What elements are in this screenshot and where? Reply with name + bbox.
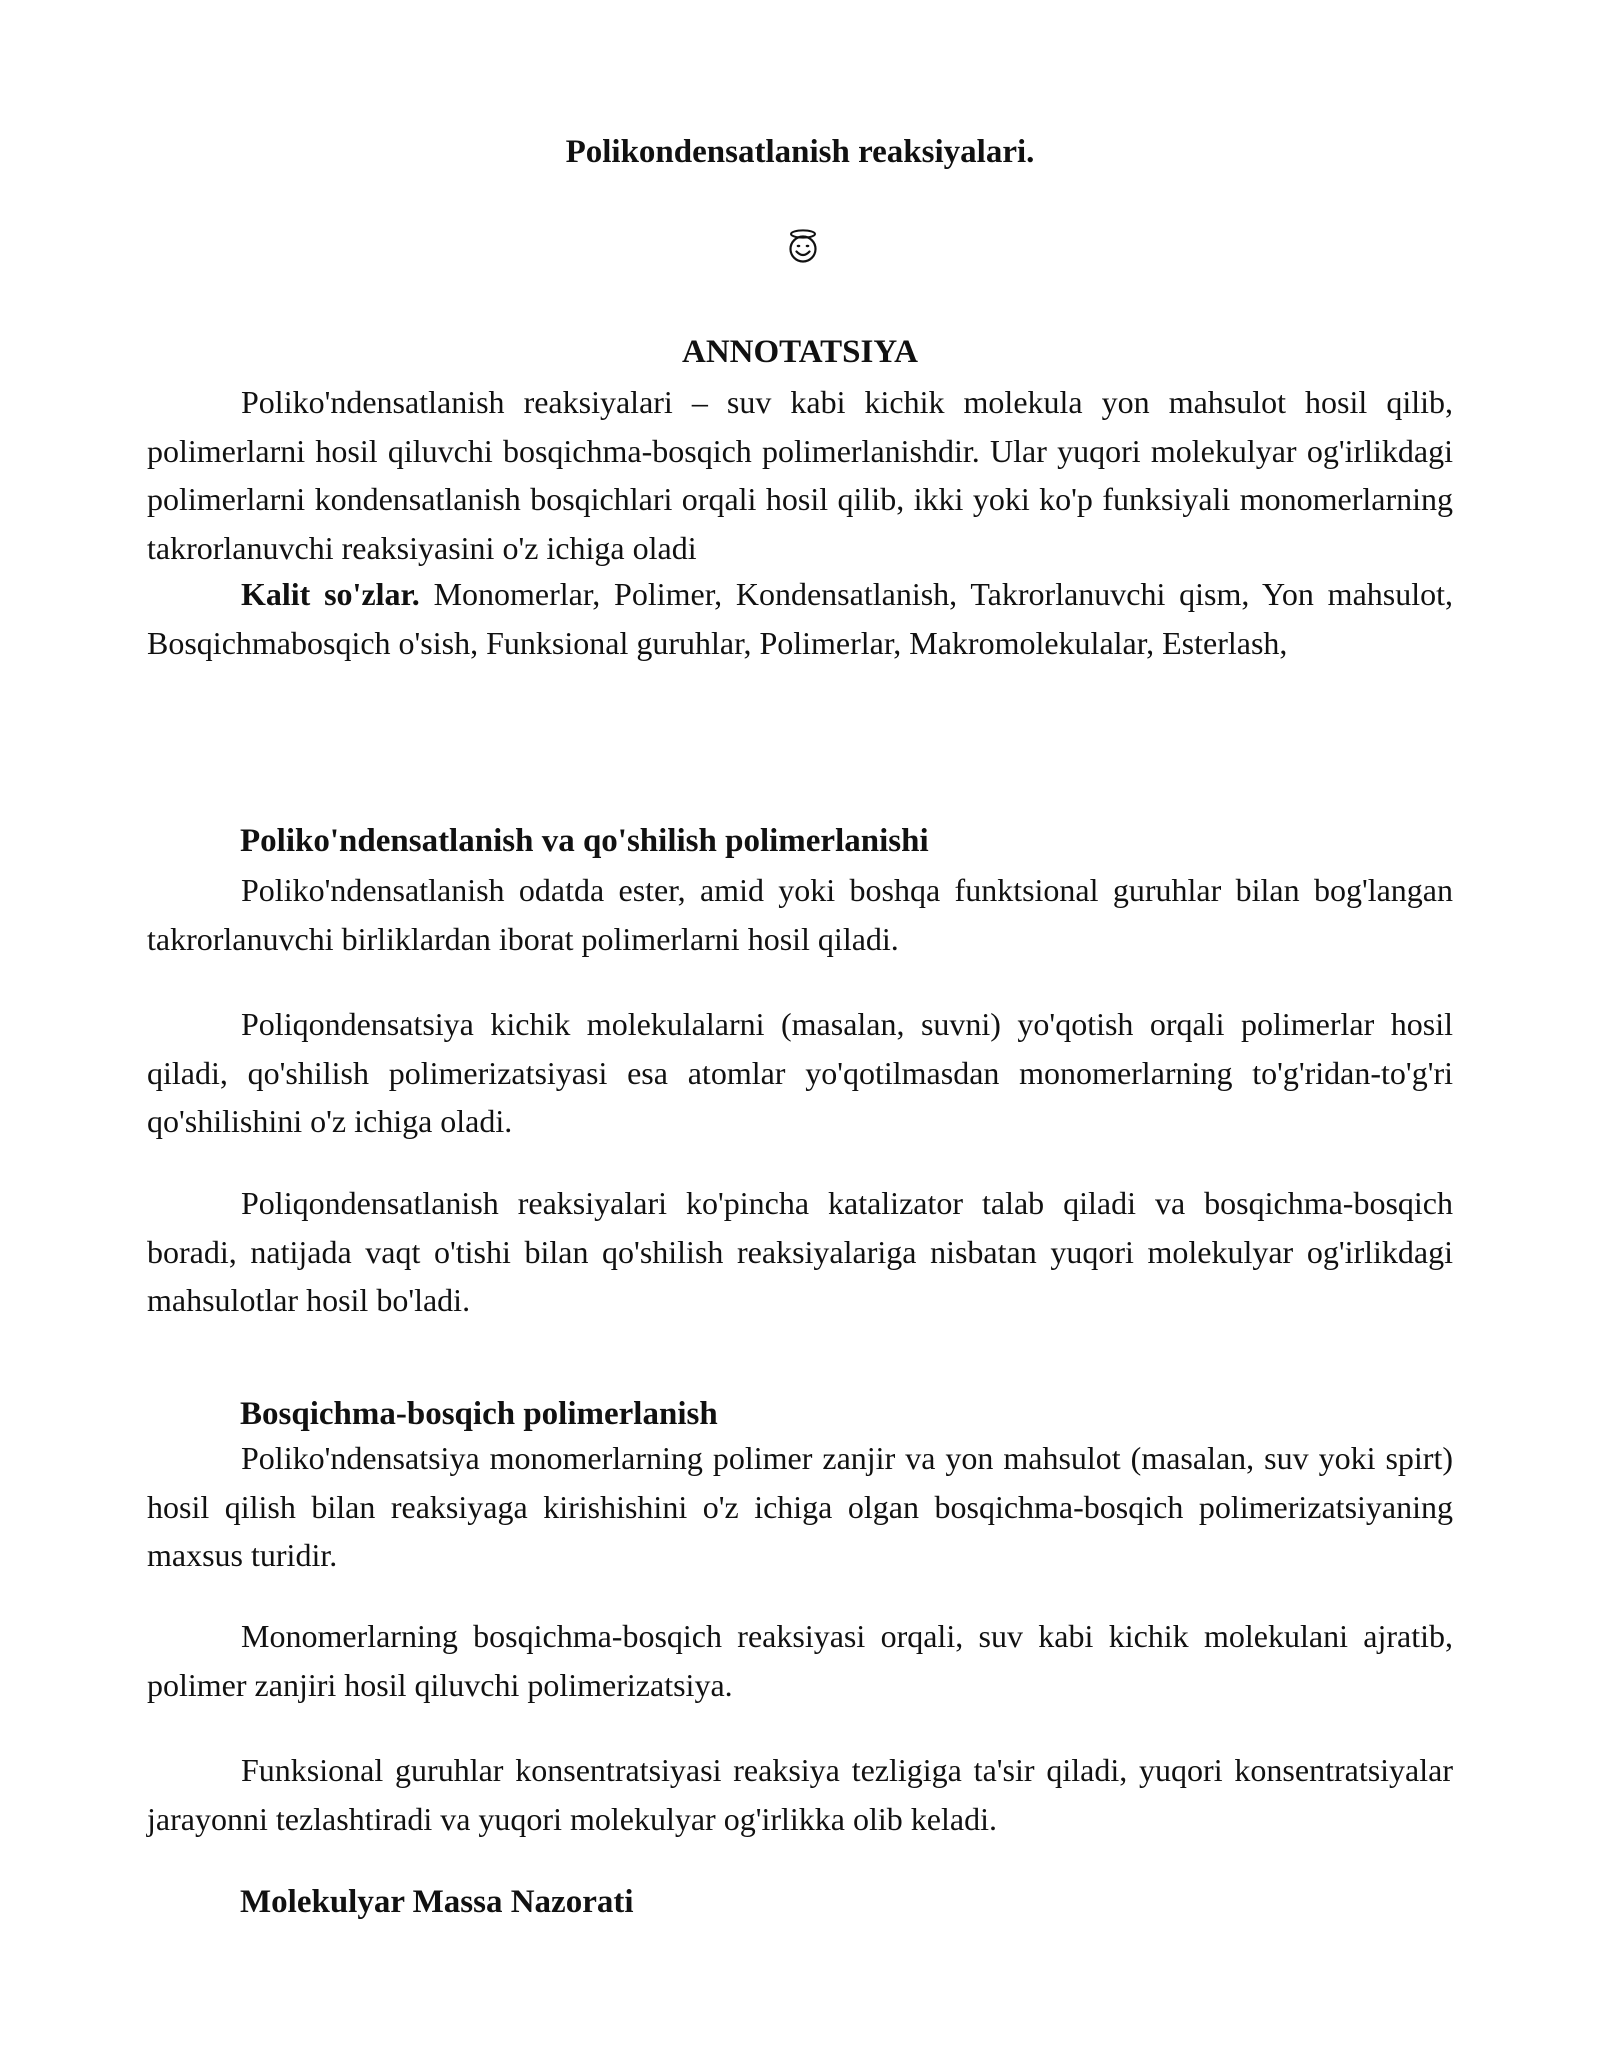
keywords-paragraph xyxy=(147,570,1453,667)
section2-paragraph: Funksional guruhlar konsentratsiyasi reaksiya tezligiga ta'sir qiladi, yuqori konsentratsiyalar jarayonni tezlashtiradi va yuqori molekulyar og'irlikka olib keladi. xyxy=(147,1752,1453,1837)
section-heading-polycondensation-vs-addition: Poliko'ndensatlanish va qo'shilish polimerlanishi xyxy=(240,823,929,859)
keywords-text: Monomerlar, Polimer, Kondensatlanish, Takrorlanuvchi qism, Yon mahsulot, Bosqichmabosqich o'sish, Funksional guruhlar, Polimerlar, Makromolekulalar, Esterlash, xyxy=(147,576,1454,661)
section2-paragraph: Monomerlarning bosqichma-bosqich reaksiyasi orqali, suv kabi kichik molekulani ajratib, polimer zanjiri hosil qiluvchi polimerizatsiya. xyxy=(147,1618,1453,1703)
smiling-face-with-halo-icon xyxy=(785,228,821,264)
section-heading-step-growth: Bosqichma-bosqich polimerlanish xyxy=(240,1396,718,1432)
annotation-heading: ANNOTATSIYA xyxy=(682,334,918,370)
keywords-label: Kalit so'zlar. xyxy=(241,576,420,612)
annotation-paragraph: Poliko'ndensatlanish reaksiyalari – suv kabi kichik molekula yon mahsulot hosil qilib, polimerlarni hosil qiluvchi bosqichma-bosqich polimerlanishdir. Ular yuqori molekulyar og'irlikdagi polimerlarni kondensatlanish bosqichlari orqali hosil qilib, ikki yoki ko'p funksiyali monomerlarning takrorlanuvchi reaksiyasini o'z ichiga oladi xyxy=(147,384,1453,566)
section2-paragraph: Poliko'ndensatsiya monomerlarning polimer zanjir va yon mahsulot (masalan, suv yoki spirt) hosil qilish bilan reaksiyaga kirishishini o'z ichiga olgan bosqichma-bosqich polimerizatsiyaning maxsus turidir. xyxy=(147,1440,1453,1573)
document-title: Polikondensatlanish reaksiyalari. xyxy=(565,134,1035,170)
section1-paragraph: Poliqondensatlanish reaksiyalari ko'pincha katalizator talab qiladi va bosqichma-bosqich boradi, natijada vaqt o'tishi bilan qo'shilish reaksiyalariga nisbatan yuqori molekulyar og'irlikdagi mahsulotlar hosil bo'ladi. xyxy=(147,1185,1453,1318)
section1-paragraph: Poliqondensatsiya kichik molekulalarni (masalan, suvni) yo'qotish orqali polimerlar hosil qiladi, qo'shilish polimerizatsiyasi esa atomlar yo'qotilmasdan monomerlarning to'g'ridan-to'g'ri qo'shilishini o'z ichiga oladi. xyxy=(147,1006,1453,1139)
section1-paragraph: Poliko'ndensatlanish odatda ester, amid yoki boshqa funktsional guruhlar bilan bog'langan takrorlanuvchi birliklardan iborat polimerlarni hosil qiladi. xyxy=(147,872,1453,957)
section-heading-molecular-mass-control: Molekulyar Massa Nazorati xyxy=(240,1884,634,1920)
